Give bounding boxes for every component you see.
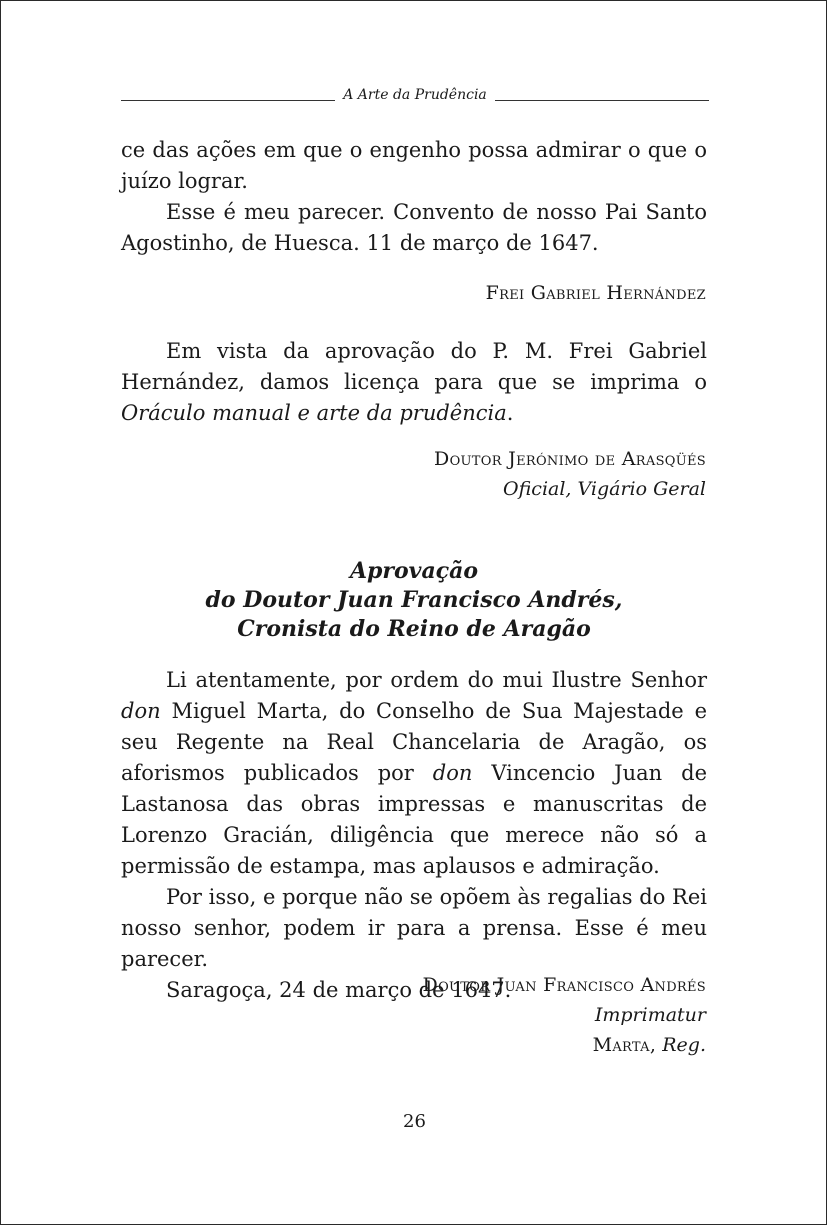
approval-text-c: Vincencio Juan de Lastanosa das obras impressas e manuscritas de Lorenzo Gracián, diligência que merece não só a permissão de estampa, mas aplausos e admiração. xyxy=(121,761,707,878)
signature-arasques xyxy=(434,444,706,504)
signature-hernandez: Frei Gabriel Hernández xyxy=(485,282,706,304)
approval-don-1: don xyxy=(121,699,161,723)
approval-don-2: don xyxy=(432,761,473,785)
paragraph-parecer: Esse é meu parecer. Convento de nosso Pai Santo Agostinho, de Huesca. 11 de março de 1647. xyxy=(121,200,707,255)
paragraph-regalias: Por isso, e porque não se opõem às regalias do Rei nosso senhor, podem ir para a prensa. Esse é meu parecer. xyxy=(121,885,707,971)
approval-text-a: Li atentamente, por ordem do mui Ilustre Senhor xyxy=(166,668,707,692)
imprimatur: Imprimatur xyxy=(594,1004,706,1026)
heading-line-1: Aprovação xyxy=(349,558,479,584)
approval-text-b: Miguel Marta, do Conselho de Sua Majestade e seu Regente na Real Chancelaria de Aragão, os aforismos publicados por xyxy=(121,699,707,785)
continuation-line-2: juízo lograr. xyxy=(121,169,248,193)
page-number: 26 xyxy=(403,1111,426,1132)
signature-andres xyxy=(423,970,706,1060)
heading-line-3: Cronista do Reino de Aragão xyxy=(237,616,591,642)
paragraph-approval xyxy=(121,665,707,882)
license-block xyxy=(121,336,707,429)
paragraph-date: Saragoça, 24 de março de 1647. xyxy=(166,978,512,1002)
header-rule-right xyxy=(495,100,709,101)
heading-line-2: do Doutor Juan Francisco Andrés, xyxy=(205,587,623,613)
license-text: Em vista da aprovação do P. M. Frei Gabriel Hernández, damos licença para que se imprima o xyxy=(121,339,707,394)
signature-arasques-role: Oficial, Vigário Geral xyxy=(503,478,706,500)
section-heading xyxy=(121,557,707,644)
license-book-title: Oráculo manual e arte da prudência xyxy=(121,401,507,425)
continuation-line-1: ce das ações em que o engenho possa admirar o que o xyxy=(121,138,707,162)
marta-reg xyxy=(423,1030,706,1060)
reg-abbrev: Reg. xyxy=(662,1034,706,1056)
paragraph-license xyxy=(121,336,707,429)
paragraph-continuation xyxy=(121,135,707,197)
running-head-title: A Arte da Prudência xyxy=(343,87,487,103)
signature-arasques-name: Doutor Jerónimo de Arasqüés xyxy=(434,448,706,470)
running-head xyxy=(121,87,709,103)
license-text-end: . xyxy=(506,401,514,425)
marta-name: Marta, xyxy=(592,1034,657,1056)
approval-block xyxy=(121,665,707,1006)
opening-block xyxy=(121,135,707,259)
header-rule-left xyxy=(121,100,335,101)
signature-andres-name: Doutor Juan Francisco Andrés xyxy=(422,974,706,996)
